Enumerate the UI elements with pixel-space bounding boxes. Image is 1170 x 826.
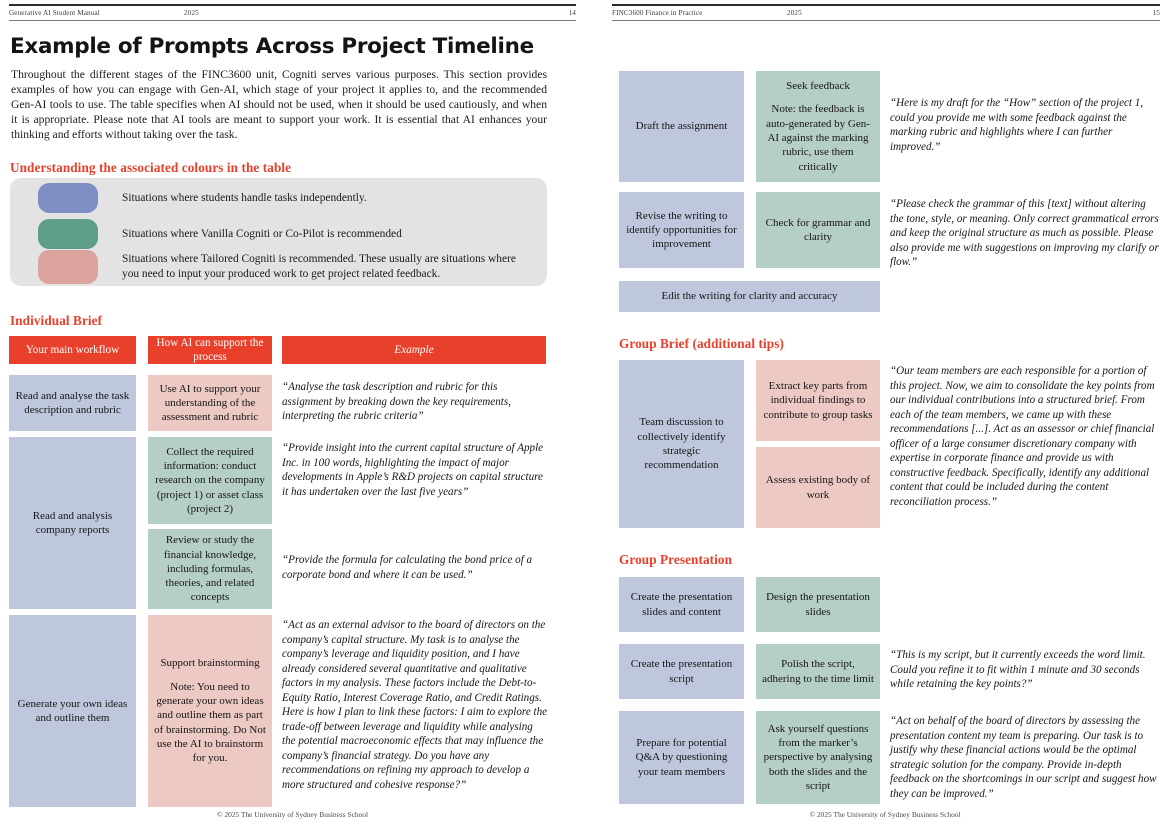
running-head-title: FINC3600 Finance in Practice <box>612 9 703 17</box>
running-head-year: 2025 <box>184 9 199 17</box>
support-title: Seek feedback <box>786 80 850 93</box>
running-head-right <box>612 4 1160 21</box>
table-row: “Analyse the task description and rubric for this assignment by breaking down the key requirements, interpreting the rubric criteria” <box>282 381 511 423</box>
legend-heading: Understanding the associated colours in the table <box>10 160 292 175</box>
table-row: Prepare for potential Q&A by questioning your team members <box>619 711 744 804</box>
page-footer: © 2025 The University of Sydney Business School <box>216 810 369 819</box>
table-header-example: Example <box>282 336 546 364</box>
table-row: Revise the writing to identify opportunities for improvement <box>619 192 744 268</box>
spacer <box>762 93 874 102</box>
swatch-blue-icon <box>38 183 98 213</box>
table-row: Ask yourself questions from the marker’s perspective by analysing both the slides and the script <box>756 711 880 804</box>
intro-paragraph: Throughout the different stages of the FINC3600 unit, Cogniti serves various purposes. This section provides examples of how you can engage with Gen-AI, which stage of your project it applies to, and the recommended Gen-AI tools to use. The table specifies when AI should not be used, when it should be used cautiously, and when it is appropriate. Please note that AI tools are meant to support your work. It is essential that AI enhances your thinking and efforts without taking over the task. <box>11 68 547 142</box>
swatch-green-icon <box>38 219 98 249</box>
table-row: “This is my script, but it currently exceeds the word limit. Could you refine it to fit within 1 minute and 30 seconds while retaining the key points?” <box>890 649 1146 691</box>
support-note: Note: You need to generate your own ideas and outline them as part of brainstorming. Do Not use the AI to brainstorm for you. <box>154 680 266 765</box>
swatch-pink-icon <box>38 250 98 284</box>
legend-item-label: Situations where Tailored Cogniti is recommended. These usually are situations where you need to input your produced work to get project related feedback. <box>122 253 516 280</box>
table-row: “Provide insight into the current capital structure of Apple Inc. in 100 words, highlighting the impact of major developments in Apple’s R&D projects on capital structure it has undertaken over the last five years” <box>282 442 544 498</box>
legend-item-label: Situations where students handle tasks independently. <box>122 191 367 204</box>
spacer <box>154 671 266 680</box>
running-head-page-number: 15 <box>1152 9 1160 17</box>
table-row: “Act on behalf of the board of directors by assessing the presentation content my team is preparing. Our task is to justify why these financial actions would be the optimal strategic solution for the company. Provide in-depth feedback on the shortcomings in our script and suggest how they can be improved.” <box>890 715 1157 800</box>
support-title: Support brainstorming <box>160 657 260 670</box>
running-head-left <box>9 4 576 21</box>
table-row: Read and analyse the task description and rubric <box>9 375 136 431</box>
page-title: Example of Prompts Across Project Timeline <box>10 34 534 59</box>
table-row: “Here is my draft for the “How” section of the project 1, could you provide me with some feedback against the marking rubric and highlights where I can further improved.” <box>890 97 1144 153</box>
table-row: Use AI to support your understanding of the assessment and rubric <box>148 375 272 431</box>
table-row: Extract key parts from individual findings to contribute to group tasks <box>756 360 880 441</box>
table-row-wide: Edit the writing for clarity and accuracy <box>619 281 880 312</box>
table-row: Design the presentation slides <box>756 577 880 632</box>
legend-item-blue <box>38 183 538 213</box>
table-row: Collect the required information: conduct research on the company (project 1) or asset class (project 2) <box>148 437 272 524</box>
legend-item-label: Situations where Vanilla Cogniti or Co-Pilot is recommended <box>122 227 402 240</box>
table-row: “Provide the formula for calculating the bond price of a corporate bond and where it can be used.” <box>282 554 533 581</box>
table-row: Check for grammar and clarity <box>756 192 880 268</box>
running-head-year: 2025 <box>787 9 802 17</box>
individual-brief-heading: Individual Brief <box>10 313 103 328</box>
running-head-title: Generative AI Student Manual <box>9 9 100 17</box>
table-row: Assess existing body of work <box>756 447 880 528</box>
table-row <box>148 615 272 807</box>
page-right <box>600 0 1170 826</box>
table-row: “Act as an external advisor to the board of directors on the company’s capital structure. My task is to analyse the company’s leverage and liquidity position, and I have already considered several quantitative and qualitative factors in my analysis. These factors include the Debt-to-Equity Ratio, Interest Coverage Ratio, and Credit Ratings. Here is how I plan to link these factors: I aim to explore the trade-off between leverage and liquidity while analysing the potential macroeconomic effects that may influence the company’s financial strategy. Do you have any recommendations on refining my approach to develop a more structured and cohesive response?” <box>282 619 548 791</box>
table-header-workflow: Your main workflow <box>9 336 136 364</box>
table-row: “Please check the grammar of this [text] without altering the tone, style, or meaning. Only correct grammatical errors and keep the original structure as much as possible. Please also provide me with suggestions on improving my clarify or flow.” <box>890 198 1159 269</box>
table-row: Team discussion to collectively identify strategic recommendation <box>619 360 744 528</box>
table-row: “Our team members are each responsible for a portion of this project. Now, we aim to consolidate the key points from our individual contributions into a structured brief. From each of the team members, we came up with these recommendations [...]. Act as an assessor or chief financial officer of a large consumer discretionary company with expertise in corporate finance and provide us with constructive feedback. Specifically, identify any additional content that could be included during the content reconciliation process.” <box>890 365 1155 508</box>
legend-item-pink <box>38 250 516 284</box>
table-row: Review or study the financial knowledge, including formulas, theories, and related concepts <box>148 529 272 609</box>
table-row: Draft the assignment <box>619 71 744 182</box>
table-row: Polish the script, adhering to the time limit <box>756 644 880 699</box>
table-header-support: How AI can support the process <box>148 336 272 364</box>
table-row: Create the presentation slides and content <box>619 577 744 632</box>
group-brief-heading: Group Brief (additional tips) <box>619 336 784 351</box>
page-footer: © 2025 The University of Sydney Business School <box>809 810 961 819</box>
group-presentation-heading: Group Presentation <box>619 552 733 567</box>
table-row: Create the presentation script <box>619 644 744 699</box>
table-row: Generate your own ideas and outline them <box>9 615 136 807</box>
support-note: Note: the feedback is auto-generated by Gen-AI against the marking rubric, use them critically <box>766 103 870 173</box>
table-row <box>756 71 880 182</box>
legend-item-green <box>38 219 538 249</box>
table-row: Read and analysis company reports <box>9 437 136 609</box>
running-head-page-number: 14 <box>568 9 576 17</box>
